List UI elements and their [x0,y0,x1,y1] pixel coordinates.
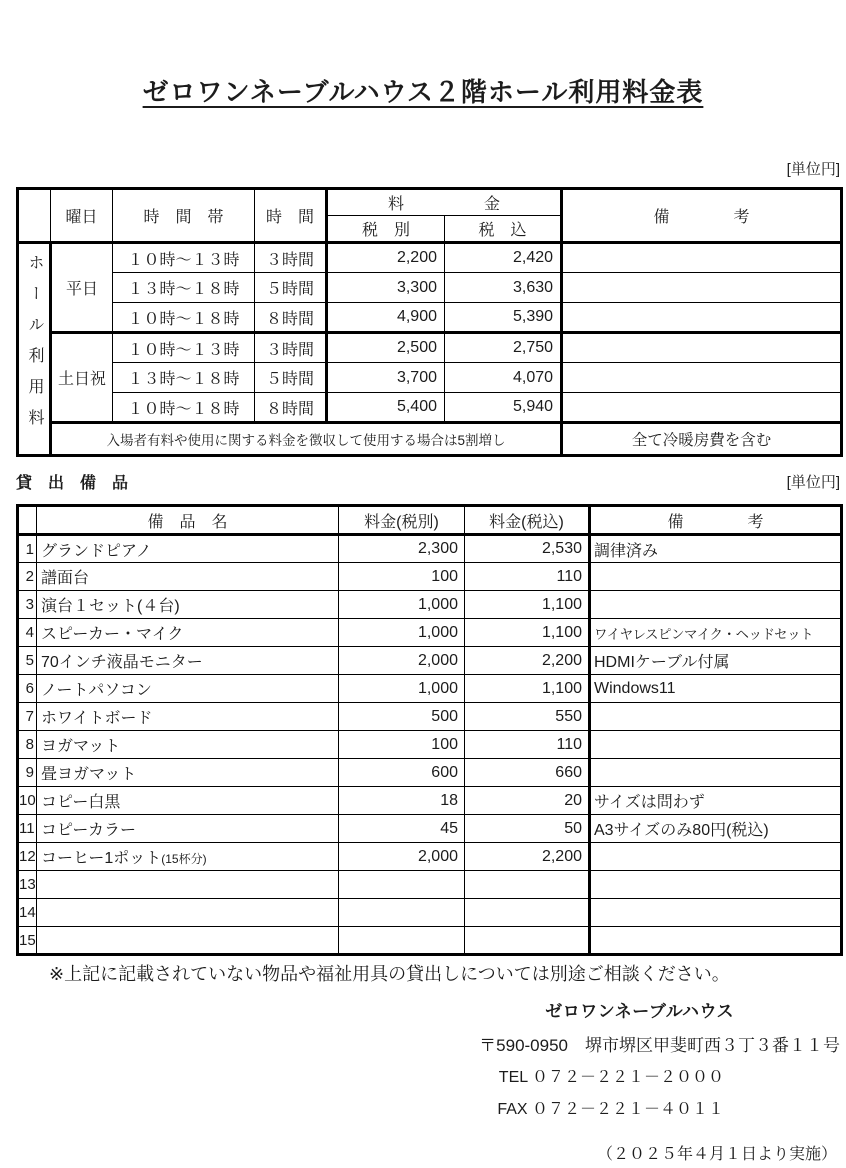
tax-incl-cell: 2,420 [445,243,562,273]
equipment-remarks-header: 備 考 [590,506,842,535]
address-line: 〒590-0950 堺市堺区甲斐町西３丁３番１１号 [479,1036,840,1055]
tax-incl-cell: 2,530 [465,535,590,563]
remarks-cell [590,843,842,871]
hall-day-group-weekend: 土日祝 [51,333,113,423]
tax-incl-cell [465,927,590,955]
tax-excl-cell: 4,900 [327,303,445,333]
item-name-cell: コピーカラー [37,815,339,843]
tax-incl-cell: 1,100 [465,591,590,619]
tax-excl-cell: 100 [339,731,465,759]
equipment-row [18,871,842,899]
item-no-cell: 7 [18,703,37,731]
tax-incl-cell: 20 [465,787,590,815]
equipment-row [18,619,842,647]
remarks-cell [562,363,842,393]
item-name-cell: 畳ヨガマット [37,759,339,787]
hall-fee-group-header: 料 金 [327,189,562,216]
timeslot-cell: １３時～１８時 [113,273,255,303]
remarks-cell: Windows11 [590,675,842,703]
remarks-cell [590,899,842,927]
hours-cell: ８時間 [255,393,327,423]
tax-incl-cell: 4,070 [445,363,562,393]
equipment-row [18,927,842,955]
remarks-cell [590,703,842,731]
item-no-cell: 12 [18,843,37,871]
item-no-cell: 13 [18,871,37,899]
item-name-cell: コピー白黒 [37,787,339,815]
hall-day-header: 曜日 [51,189,113,243]
tax-excl-cell: 18 [339,787,465,815]
tax-incl-cell: 5,940 [445,393,562,423]
hours-cell: ５時間 [255,363,327,393]
price-tax-incl-header: 料金(税込) [465,506,590,535]
tax-excl-cell: 100 [339,563,465,591]
remarks-cell [590,927,842,955]
item-no-cell: 9 [18,759,37,787]
item-name-cell [37,899,339,927]
tax-incl-cell: 110 [465,563,590,591]
tax-incl-cell: 1,100 [465,619,590,647]
item-name-cell: 演台１セット(４台) [37,591,339,619]
timeslot-cell: １０時～１８時 [113,393,255,423]
equipment-unit-label: [単位円] [786,474,840,491]
tax-excl-cell: 1,000 [339,591,465,619]
remarks-cell [590,731,842,759]
rental-footnote: ※上記に記載されていない物品や福祉用具の貸出しについては別途ご相談ください。 [49,964,730,984]
hours-cell: ３時間 [255,333,327,363]
hours-cell: ３時間 [255,243,327,273]
hall-corner-blank-cell [18,189,51,243]
tax-incl-cell [465,871,590,899]
item-no-cell: 10 [18,787,37,815]
item-name-suffix: (15杯分) [161,852,207,866]
price-tax-excl-header: 料金(税別) [339,506,465,535]
tax-excl-cell: 1,000 [339,675,465,703]
item-no-cell: 8 [18,731,37,759]
effective-date: （２０２５年４月１日より実施） [596,1146,837,1163]
item-name-cell: ノートパソコン [37,675,339,703]
item-name-cell: グランドピアノ [37,535,339,563]
equipment-row [18,591,842,619]
remarks-cell [590,563,842,591]
hall-row [18,333,842,363]
remarks-cell [590,591,842,619]
tax-incl-cell: 660 [465,759,590,787]
item-name-cell [37,927,339,955]
remarks-cell [562,273,842,303]
tax-incl-cell: 550 [465,703,590,731]
remarks-cell: HDMIケーブル付属 [590,647,842,675]
remarks-cell: サイズは問わず [590,787,842,815]
remarks-cell [562,243,842,273]
tax-incl-cell: 3,630 [445,273,562,303]
fax-line: FAX ０７２－２２１－４０１１ [497,1101,724,1118]
tax-excl-cell: 600 [339,759,465,787]
item-no-cell: 6 [18,675,37,703]
item-no-cell: 1 [18,535,37,563]
tax-incl-cell: 1,100 [465,675,590,703]
item-no-cell: 3 [18,591,37,619]
equipment-row [18,703,842,731]
equipment-row [18,731,842,759]
timeslot-cell: １０時～１３時 [113,243,255,273]
tax-incl-cell: 5,390 [445,303,562,333]
tax-incl-cell [465,899,590,927]
remarks-cell [590,759,842,787]
tax-excl-cell [339,899,465,927]
timeslot-cell: １０時～１３時 [113,333,255,363]
item-name-header: 備 品 名 [37,506,339,535]
tax-excl-cell: 2,000 [339,843,465,871]
equipment-table [16,504,843,956]
equipment-section-title: 貸 出 備 品 [16,475,129,492]
hall-row [18,273,842,303]
timeslot-cell: １０時～１８時 [113,303,255,333]
hall-day-group-weekday: 平日 [51,243,113,333]
remarks-cell [562,393,842,423]
equipment-row [18,787,842,815]
item-name-cell: ヨガマット [37,731,339,759]
remarks-cell: A3サイズのみ80円(税込) [590,815,842,843]
remarks-cell: 調律済み [590,535,842,563]
page-title: ゼロワンネーブルハウス２階ホール利用料金表 [142,77,704,107]
item-name-cell: ホワイトボード [37,703,339,731]
equipment-row [18,815,842,843]
hall-remarks-header: 備 考 [562,189,842,243]
tax-excl-cell: 3,700 [327,363,445,393]
remarks-cell: ワイヤレスピンマイク・ヘッドセット [590,619,842,647]
tax-excl-cell [339,871,465,899]
item-no-cell: 2 [18,563,37,591]
tax-incl-cell: 2,750 [445,333,562,363]
tax-excl-cell: 500 [339,703,465,731]
equipment-row [18,899,842,927]
equipment-row [18,535,842,563]
tax-incl-cell: 2,200 [465,843,590,871]
tax-excl-cell: 2,500 [327,333,445,363]
hall-side-label: ホール利用料 [18,243,51,456]
tax-excl-cell: 2,300 [339,535,465,563]
item-no-cell: 4 [18,619,37,647]
hall-row [18,393,842,423]
hall-tax-excl-header: 税 別 [327,216,445,243]
remarks-cell [590,871,842,899]
hall-tax-incl-header: 税 込 [445,216,562,243]
org-name: ゼロワンネーブルハウス [545,1002,734,1021]
hall-row [18,363,842,393]
tax-incl-cell: 50 [465,815,590,843]
surcharge-note-cell: 入場者有料や使用に関する料金を徴収して使用する場合は5割増し [51,423,562,456]
item-no-cell: 11 [18,815,37,843]
tax-incl-cell: 110 [465,731,590,759]
tax-excl-cell: 5,400 [327,393,445,423]
remarks-cell [562,303,842,333]
hall-timeslot-header: 時 間 帯 [113,189,255,243]
item-name-cell: スピーカー・マイク [37,619,339,647]
tel-line: TEL ０７２－２２１－２０００ [498,1069,724,1086]
item-name-cell: 譜面台 [37,563,339,591]
item-name-cell: 70インチ液晶モニター [37,647,339,675]
equipment-row [18,563,842,591]
tax-excl-cell: 45 [339,815,465,843]
equipment-row [18,675,842,703]
equipment-row [18,843,842,871]
tax-incl-cell: 2,200 [465,647,590,675]
item-name-cell [37,871,339,899]
remarks-cell [562,333,842,363]
hall-hours-header: 時 間 [255,189,327,243]
item-name-cell: コーヒー1ポット(15杯分) [37,843,339,871]
hours-cell: ８時間 [255,303,327,333]
heating-note-cell: 全て冷暖房費を含む [562,423,842,456]
hall-surcharge-row [18,423,842,456]
item-no-cell: 5 [18,647,37,675]
equipment-row [18,759,842,787]
item-no-cell: 15 [18,927,37,955]
tax-excl-cell: 2,000 [339,647,465,675]
item-no-cell: 14 [18,899,37,927]
equipment-corner-blank-cell [18,506,37,535]
tax-excl-cell: 1,000 [339,619,465,647]
hall-fee-table [16,187,843,457]
hall-row [18,303,842,333]
hall-row [18,243,842,273]
tax-excl-cell: 2,200 [327,243,445,273]
timeslot-cell: １３時～１８時 [113,363,255,393]
tax-excl-cell [339,927,465,955]
hall-unit-label: [単位円] [786,161,840,178]
equipment-row [18,647,842,675]
hours-cell: ５時間 [255,273,327,303]
tax-excl-cell: 3,300 [327,273,445,303]
